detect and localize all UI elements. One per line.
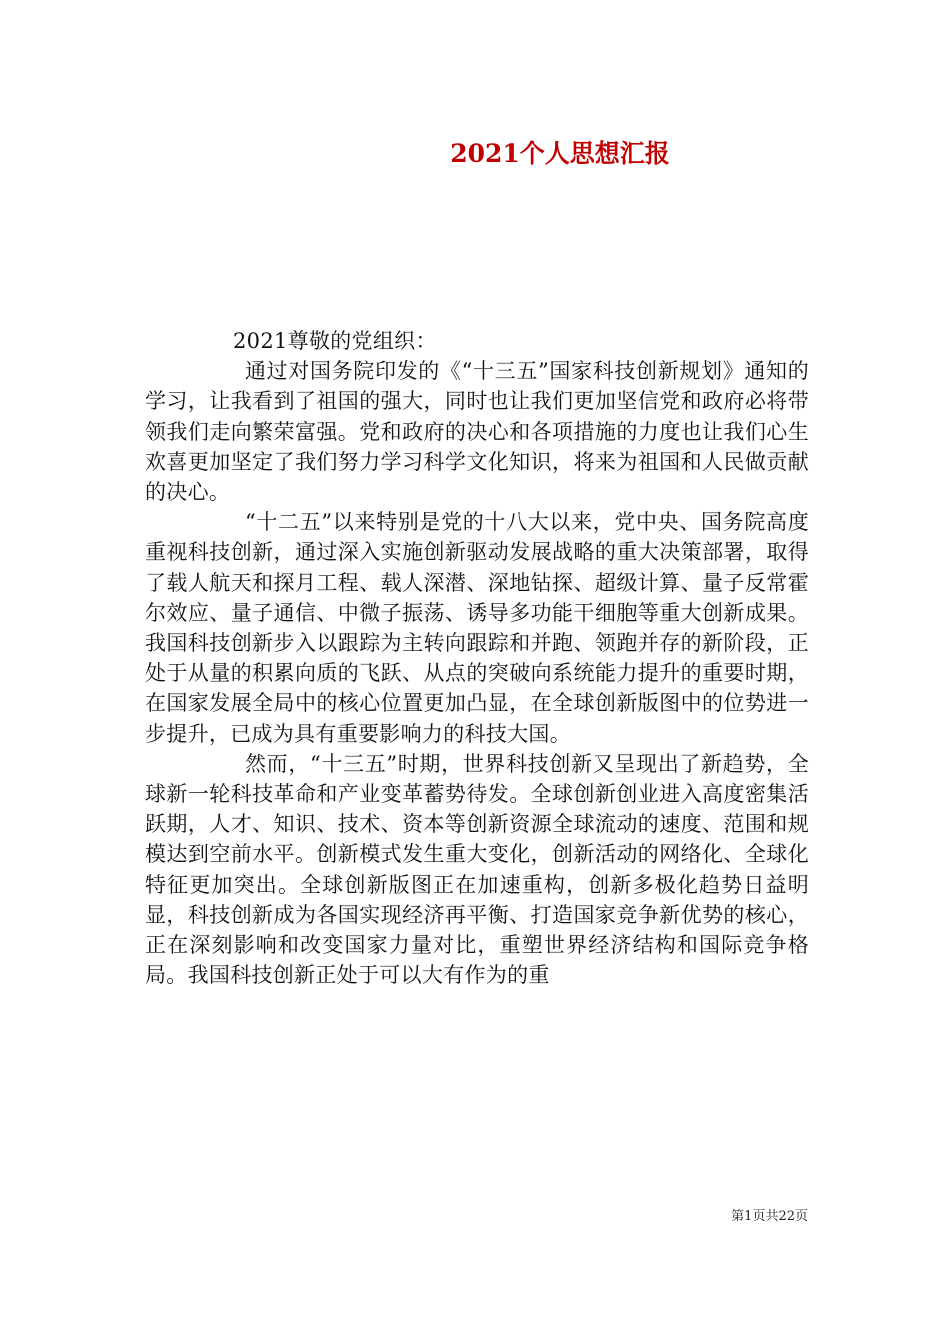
document-title: 2021个人思想汇报 [450, 139, 670, 168]
paragraph-1: 通过对国务院印发的《“十三五”国家科技创新规划》通知的学习，让我看到了祖国的强大，同时也让我们更加坚信党和政府必将带领我们走向繁荣富强。党和政府的决心和各项措施的力度也让我们心生欢喜更加坚定了我们努力学习科学文化知识，将来为祖国和人民做贡献的决心。 [145, 359, 809, 505]
paragraph-2: “十二五”以来特别是党的十八大以来，党中央、国务院高度重视科技创新，通过深入实施创新驱动发展战略的重大决策部署，取得了载人航天和探月工程、载人深潜、深地钻探、超级计算、量子反常霍尔效应、量子通信、中微子振荡、诱导多功能干细胞等重大创新成果。我国科技创新步入以跟踪为主转向跟踪和并跑、领跑并存的新阶段，正处于从量的积累向质的飞跃、从点的突破向系统能力提升的重要时期，在国家发展全局中的核心位置更加凸显，在全球创新版图中的位势进一步提升，已成为具有重要影响力的科技大国。 [145, 510, 809, 746]
salutation: 2021尊敬的党组织： [233, 329, 437, 353]
document-body [145, 326, 809, 990]
page-number-footer: 第1页共22页 [731, 1209, 808, 1224]
paragraph-3: 然而，“十三五”时期，世界科技创新又呈现出了新趋势，全球新一轮科技革命和产业变革蓄势待发。全球创新创业进入高度密集活跃期，人才、知识、技术、资本等创新资源全球流动的速度、范围和规模达到空前水平。创新模式发生重大变化，创新活动的网络化、全球化特征更加突出。全球创新版图正在加速重构，创新多极化趋势日益明显，科技创新成为各国实现经济再平衡、打造国家竞争新优势的核心，正在深刻影响和改变国家力量对比，重塑世界经济结构和国际竞争格局。我国科技创新正处于可以大有作为的重 [145, 751, 809, 988]
